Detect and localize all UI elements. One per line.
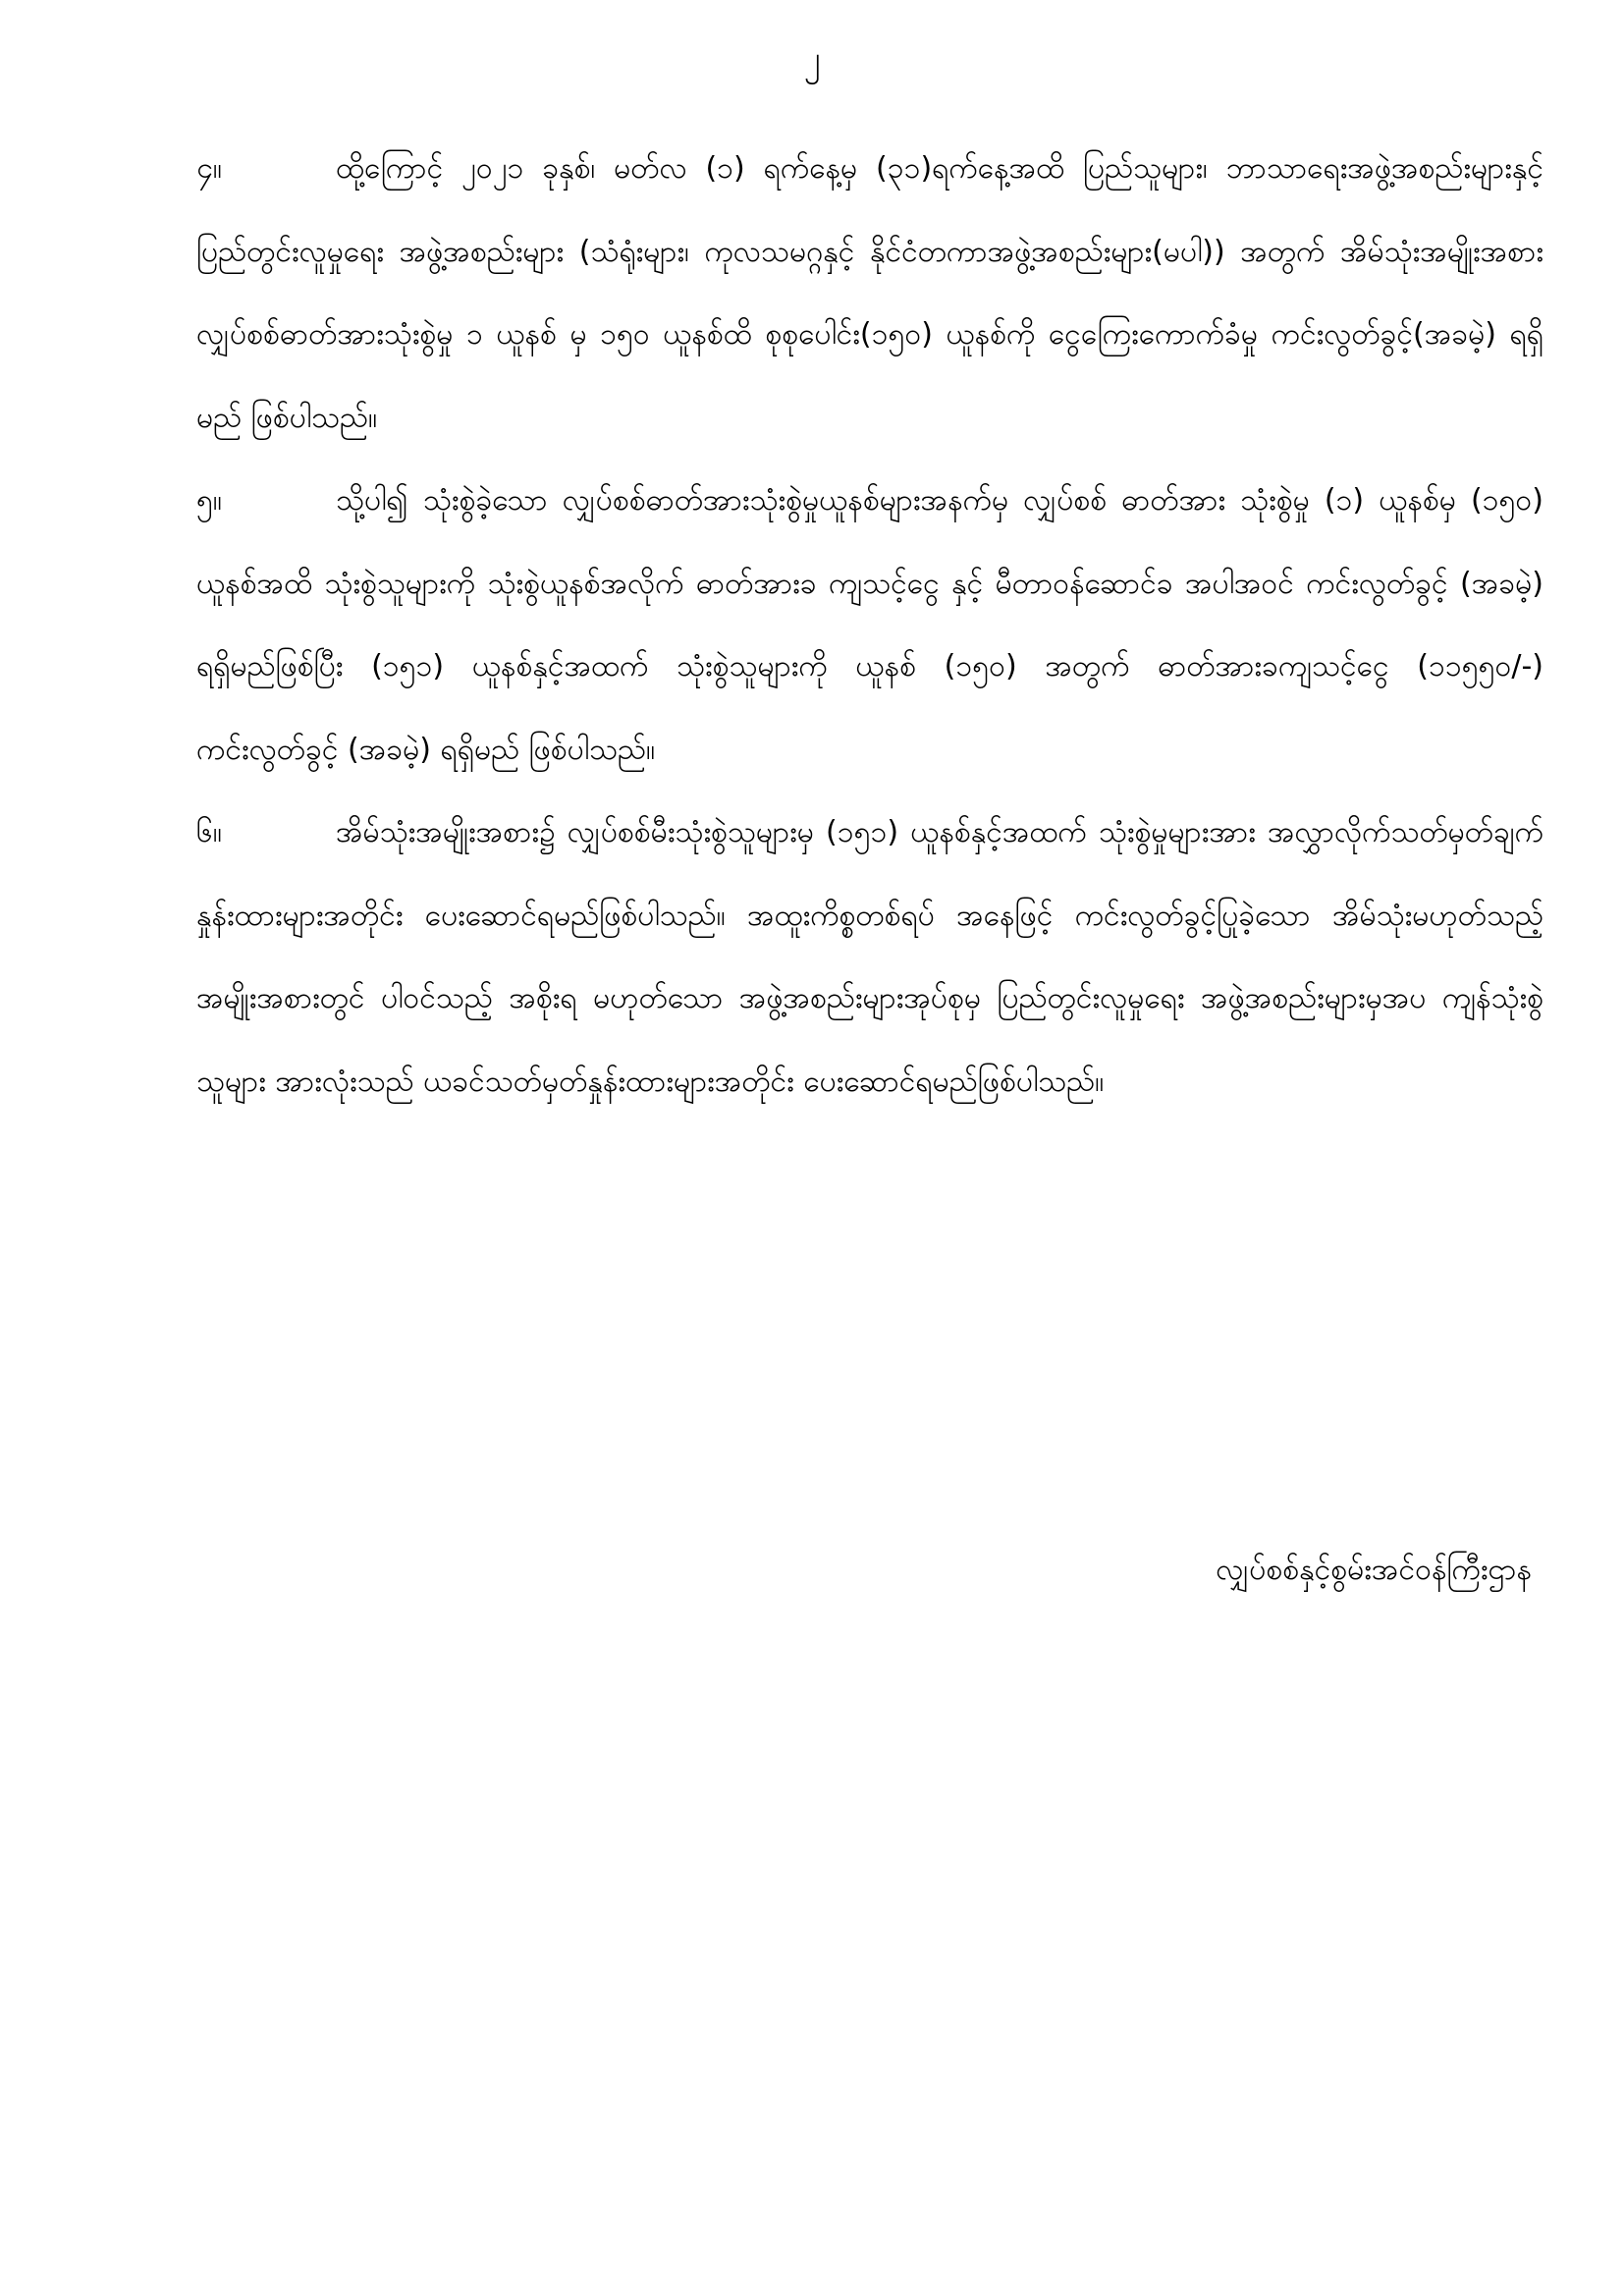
paragraph-4 (196, 128, 1543, 460)
page-number: ၂ (803, 39, 821, 79)
paragraph-number: ၆။ (196, 815, 222, 849)
paragraph-text: ထို့ကြောင့် ၂၀၂၁ ခုနှစ်၊ မတ်လ (၁) ရက်နေ့မှ (၃၁)ရက်နေ့အထိ ပြည်သူများ၊ ဘာသာရေးအဖွဲ့အစည်းများနှင့် ပြည်တွင်းလူမှုရေး အဖွဲ့အစည်းများ (သံရုံးများ၊ ကုလသမဂ္ဂနှင့် နိုင်ငံတကာအဖွဲ့အစည်းများ(မပါ)) အတွက် အိမ်သုံးအမျိုးအစား လျှပ်စစ်ဓာတ်အားသုံးစွဲမှု ၁ ယူနစ် မှ ၁၅၀ ယူနစ်ထိ စုစုပေါင်း(၁၅၀) ယူနစ်ကို ငွေကြေးကောက်ခံမှု ကင်းလွတ်ခွင့်(အခမဲ့) ရရှိမည် ဖြစ်ပါသည်။ (196, 151, 1543, 435)
paragraph-5 (196, 460, 1543, 792)
paragraph-number: ၄။ (196, 151, 222, 186)
signature-ministry: လျှပ်စစ်နှင့်စွမ်းအင်ဝန်ကြီးဌာန (1216, 1553, 1532, 1587)
paragraph-number: ၅။ (196, 483, 222, 518)
document-body (196, 128, 1543, 1123)
paragraph-text: အိမ်သုံးအမျိုးအစား၌ လျှပ်စစ်မီးသုံးစွဲသူများမှ (၁၅၁) ယူနစ်နှင့်အထက် သုံးစွဲမှုများအား အလွှာလိုက်သတ်မှတ်ချက်နှုန်းထားများအတိုင်း ပေးဆောင်ရမည်ဖြစ်ပါသည်။ အထူးကိစ္စတစ်ရပ် အနေဖြင့် ကင်းလွတ်ခွင့်ပြုခဲ့သော အိမ်သုံးမဟုတ်သည့် အမျိုးအစားတွင် ပါဝင်သည့် အစိုးရ မဟုတ်သော အဖွဲ့အစည်းများအုပ်စုမှ ပြည်တွင်းလူမှုရေး အဖွဲ့အစည်းများမှအပ ကျန်သုံးစွဲသူများ အားလုံးသည် ယခင်သတ်မှတ်နှုန်းထားများအတိုင်း ပေးဆောင်ရမည်ဖြစ်ပါသည်။ (196, 815, 1543, 1099)
paragraph-6 (196, 792, 1543, 1123)
paragraph-text: သို့ပါ၍ သုံးစွဲခဲ့သော လျှပ်စစ်ဓာတ်အားသုံးစွဲမှုယူနစ်များအနက်မှ လျှပ်စစ် ဓာတ်အား သုံးစွဲမှု (၁) ယူနစ်မှ (၁၅၀) ယူနစ်အထိ သုံးစွဲသူများကို သုံးစွဲယူနစ်အလိုက် ဓာတ်အားခ ကျသင့်ငွေ နှင့် မီတာဝန်ဆောင်ခ အပါအဝင် ကင်းလွတ်ခွင့် (အခမဲ့) ရရှိမည်ဖြစ်ပြီး (၁၅၁) ယူနစ်နှင့်အထက် သုံးစွဲသူများကို ယူနစ် (၁၅၀) အတွက် ဓာတ်အားခကျသင့်ငွေ (၁၁၅၅၀/-) ကင်းလွတ်ခွင့် (အခမဲ့) ရရှိမည် ဖြစ်ပါသည်။ (196, 483, 1543, 767)
